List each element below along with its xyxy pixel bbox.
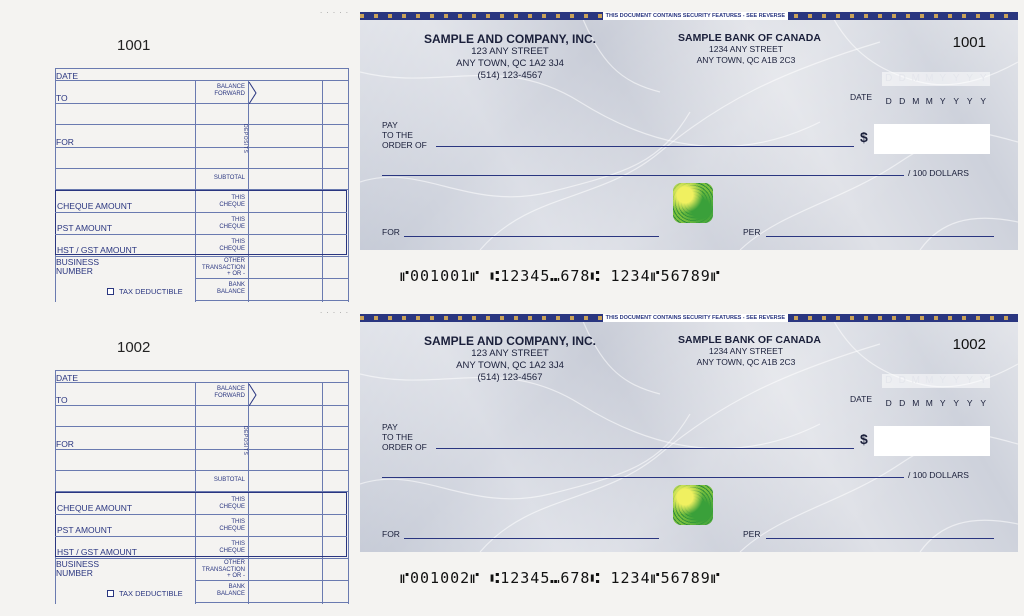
this-cheque-label (196, 519, 245, 532)
stub-rule (55, 382, 348, 383)
this-cheque-label-line: THIS (231, 541, 245, 547)
security-note: THIS DOCUMENT CONTAINS SECURITY FEATURES - SEE REVERSE (603, 314, 788, 322)
this-cheque-label-line: THIS (231, 195, 245, 201)
this-cheque-label-line: CHEQUE (219, 547, 245, 554)
memo-line[interactable] (404, 236, 659, 237)
pst-amount-label: PST AMOUNT (57, 223, 113, 233)
balance-forward-label (196, 84, 245, 97)
subtotal-label: SUBTOTAL (213, 175, 245, 181)
date-box: D (896, 374, 910, 388)
date-format-char: M (912, 398, 920, 408)
business-number-line: NUMBER (56, 568, 93, 578)
business-number-line: NUMBER (56, 266, 93, 276)
date-box: D (882, 72, 896, 86)
stub-rule (55, 103, 348, 104)
payee-line[interactable] (436, 448, 854, 449)
date-box: Y (950, 72, 964, 86)
other-transaction-label-line: + OR - (227, 271, 245, 277)
perforation-mark: . . . . . (320, 306, 350, 315)
date-label: DATE (850, 394, 873, 404)
date-format-char: Y (939, 398, 946, 408)
date-box: Y (950, 374, 964, 388)
company-city: ANY TOWN, QC 1A2 3J4 (456, 58, 564, 69)
balance-forward-label-line: BALANCE (216, 84, 245, 90)
date-box: M (923, 374, 937, 388)
date-box: Y (936, 72, 950, 86)
date-format-char: M (925, 96, 933, 106)
balance-forward-label-line: BALANCE (216, 386, 245, 392)
cheque (360, 12, 1018, 250)
stub-date-label: DATE (56, 71, 79, 81)
stub-number: 1002 (117, 339, 151, 356)
micr-line: ⑈001002⑈ ⑆12345⑉678⑆ 1234⑈56789⑈ (400, 569, 721, 587)
stub-rule (195, 300, 348, 301)
this-cheque-label-line: THIS (231, 519, 245, 525)
date-boxes[interactable] (882, 72, 990, 86)
date-format-char: M (912, 96, 920, 106)
business-number-line: BUSINESS (56, 257, 99, 267)
business-number-label (56, 560, 99, 578)
cheque-amount-label: CHEQUE AMOUNT (57, 503, 133, 513)
date-format-char: D (899, 96, 906, 106)
deposits-label: DEPOSITS (242, 124, 248, 154)
hologram-icon (673, 485, 713, 525)
security-note: THIS DOCUMENT CONTAINS SECURITY FEATURES - SEE REVERSE (603, 12, 788, 20)
signature-label: PER (743, 529, 761, 539)
date-format-char: M (925, 398, 933, 408)
this-cheque-label-line: THIS (231, 217, 245, 223)
dollar-sign: $ (860, 431, 868, 447)
pay-to-order-label (382, 422, 427, 452)
pay-label-line: TO THE (382, 432, 413, 442)
pst-amount-label: PST AMOUNT (57, 525, 113, 535)
stub-rule (55, 234, 347, 235)
business-number-line: BUSINESS (56, 559, 99, 569)
hologram-icon (673, 183, 713, 223)
bank-name: SAMPLE BANK OF CANADA (678, 334, 821, 346)
cheque-stub (0, 0, 352, 300)
date-box: Y (977, 72, 991, 86)
date-label: DATE (850, 92, 873, 102)
signature-line[interactable] (766, 236, 994, 237)
company-phone: (514) 123-4567 (477, 372, 543, 383)
cheque (360, 314, 1018, 552)
stub-rule (55, 536, 347, 537)
amount-words-line[interactable] (382, 477, 904, 478)
date-format-char: D (885, 398, 892, 408)
company-phone: (514) 123-4567 (477, 70, 543, 81)
pay-label-line: PAY (382, 422, 398, 432)
dollars-label: / 100 DOLLARS (908, 470, 969, 480)
stub-rule (55, 168, 348, 169)
stub-rule (55, 212, 347, 213)
pay-label-line: ORDER OF (382, 140, 427, 150)
bank-balance-label (196, 584, 245, 597)
amount-words-line[interactable] (382, 175, 904, 176)
memo-label: FOR (382, 529, 400, 539)
signature-line[interactable] (766, 538, 994, 539)
stub-rule (55, 405, 348, 406)
balance-forward-arrow-icon (248, 384, 258, 406)
other-transaction-label-line: OTHER (224, 560, 245, 566)
bank-balance-label-line: BALANCE (216, 590, 245, 597)
date-format-char: Y (966, 96, 973, 106)
date-box: D (896, 72, 910, 86)
stub-column-rule (348, 370, 349, 604)
stub-for-label: FOR (56, 137, 74, 147)
pay-label-line: PAY (382, 120, 398, 130)
balance-forward-label-line: FORWARD (214, 90, 245, 97)
deposits-label: DEPOSITS (242, 426, 248, 456)
stub-number: 1001 (117, 37, 151, 54)
tax-deductible-checkbox[interactable] (107, 590, 114, 597)
balance-forward-label-line: FORWARD (214, 392, 245, 399)
this-cheque-label (196, 239, 245, 252)
other-transaction-label-line: OTHER (224, 258, 245, 264)
bank-balance-label-line: BANK (228, 282, 245, 288)
date-format-char: Y (980, 398, 987, 408)
cheque-number: 1002 (952, 336, 986, 353)
hst-amount-label: HST / GST AMOUNT (57, 547, 137, 557)
bank-name: SAMPLE BANK OF CANADA (678, 32, 821, 44)
this-cheque-label-line: THIS (231, 497, 245, 503)
bank-city: ANY TOWN, QC A1B 2C3 (696, 55, 796, 65)
date-boxes[interactable] (882, 374, 990, 388)
this-cheque-label (196, 195, 245, 208)
hst-amount-label: HST / GST AMOUNT (57, 245, 137, 255)
bank-city: ANY TOWN, QC A1B 2C3 (696, 357, 796, 367)
date-format-char: Y (939, 96, 946, 106)
this-cheque-label-line: CHEQUE (219, 525, 245, 532)
dollars-label: / 100 DOLLARS (908, 168, 969, 178)
other-transaction-label-line: TRANSACTION (201, 566, 245, 573)
date-box: Y (936, 374, 950, 388)
stub-for-label: FOR (56, 439, 74, 449)
date-format-char: Y (953, 398, 960, 408)
amount-box[interactable] (874, 426, 990, 456)
this-cheque-label-line: CHEQUE (219, 223, 245, 230)
date-format (882, 398, 990, 408)
this-cheque-label (196, 217, 245, 230)
tax-deductible-label: TAX DEDUCTIBLE (119, 287, 183, 296)
stub-rule (55, 124, 348, 125)
stub-rule (55, 470, 348, 471)
date-box: Y (963, 72, 977, 86)
stub-rule (195, 580, 348, 581)
stub-rule (55, 514, 347, 515)
date-format-char: Y (966, 398, 973, 408)
stub-rule (55, 80, 348, 81)
bank-street: 1234 ANY STREET (708, 346, 784, 356)
bank-balance-label-line: BALANCE (216, 288, 245, 295)
bank-balance-label-line: BANK (228, 584, 245, 590)
date-box: Y (977, 374, 991, 388)
company-street: 123 ANY STREET (471, 348, 549, 359)
pay-to-order-label (382, 120, 427, 150)
bank-balance-label (196, 282, 245, 295)
stub-rule (55, 68, 348, 69)
this-cheque-label (196, 497, 245, 510)
tax-deductible-label: TAX DEDUCTIBLE (119, 589, 183, 598)
amount-box[interactable] (874, 124, 990, 154)
cheque-amount-label: CHEQUE AMOUNT (57, 201, 133, 211)
stub-date-label: DATE (56, 373, 79, 383)
date-format-char: Y (980, 96, 987, 106)
tax-deductible-checkbox[interactable] (107, 288, 114, 295)
stub-rule (195, 602, 348, 603)
dollar-sign: $ (860, 129, 868, 145)
other-transaction-label-line: TRANSACTION (201, 264, 245, 271)
subtotal-label: SUBTOTAL (213, 477, 245, 483)
other-transaction-label-line: + OR - (227, 573, 245, 579)
stub-rule (195, 278, 348, 279)
memo-label: FOR (382, 227, 400, 237)
bank-street: 1234 ANY STREET (708, 44, 784, 54)
other-transaction-label (196, 258, 245, 278)
business-number-label (56, 258, 99, 276)
stub-to-label: TO (56, 395, 68, 405)
cheque-number: 1001 (952, 34, 986, 51)
stub-rule (55, 426, 348, 427)
this-cheque-label-line: CHEQUE (219, 201, 245, 208)
signature-label: PER (743, 227, 761, 237)
date-box: M (923, 72, 937, 86)
balance-forward-arrow-icon (248, 82, 258, 104)
company-name: SAMPLE AND COMPANY, INC. (424, 334, 597, 348)
pay-label-line: TO THE (382, 130, 413, 140)
stub-column-rule (348, 68, 349, 302)
this-cheque-label (196, 541, 245, 554)
date-box: M (909, 72, 923, 86)
date-format (882, 96, 990, 106)
other-transaction-label (196, 560, 245, 580)
date-format-char: Y (953, 96, 960, 106)
date-box: Y (963, 374, 977, 388)
date-format-char: D (899, 398, 906, 408)
pay-label-line: ORDER OF (382, 442, 427, 452)
payee-line[interactable] (436, 146, 854, 147)
micr-line: ⑈001001⑈ ⑆12345⑉678⑆ 1234⑈56789⑈ (400, 267, 721, 285)
this-cheque-label-line: THIS (231, 239, 245, 245)
stub-to-label: TO (56, 93, 68, 103)
balance-forward-label (196, 386, 245, 399)
stub-rule (55, 147, 348, 148)
stub-rule (55, 449, 348, 450)
company-street: 123 ANY STREET (471, 46, 549, 57)
date-box: D (882, 374, 896, 388)
company-name: SAMPLE AND COMPANY, INC. (424, 32, 597, 46)
date-box: M (909, 374, 923, 388)
this-cheque-label-line: CHEQUE (219, 503, 245, 510)
perforation-mark: . . . . . (320, 6, 350, 15)
memo-line[interactable] (404, 538, 659, 539)
company-city: ANY TOWN, QC 1A2 3J4 (456, 360, 564, 371)
cheque-stub (0, 302, 352, 602)
this-cheque-label-line: CHEQUE (219, 245, 245, 252)
date-format-char: D (885, 96, 892, 106)
stub-rule (55, 370, 348, 371)
